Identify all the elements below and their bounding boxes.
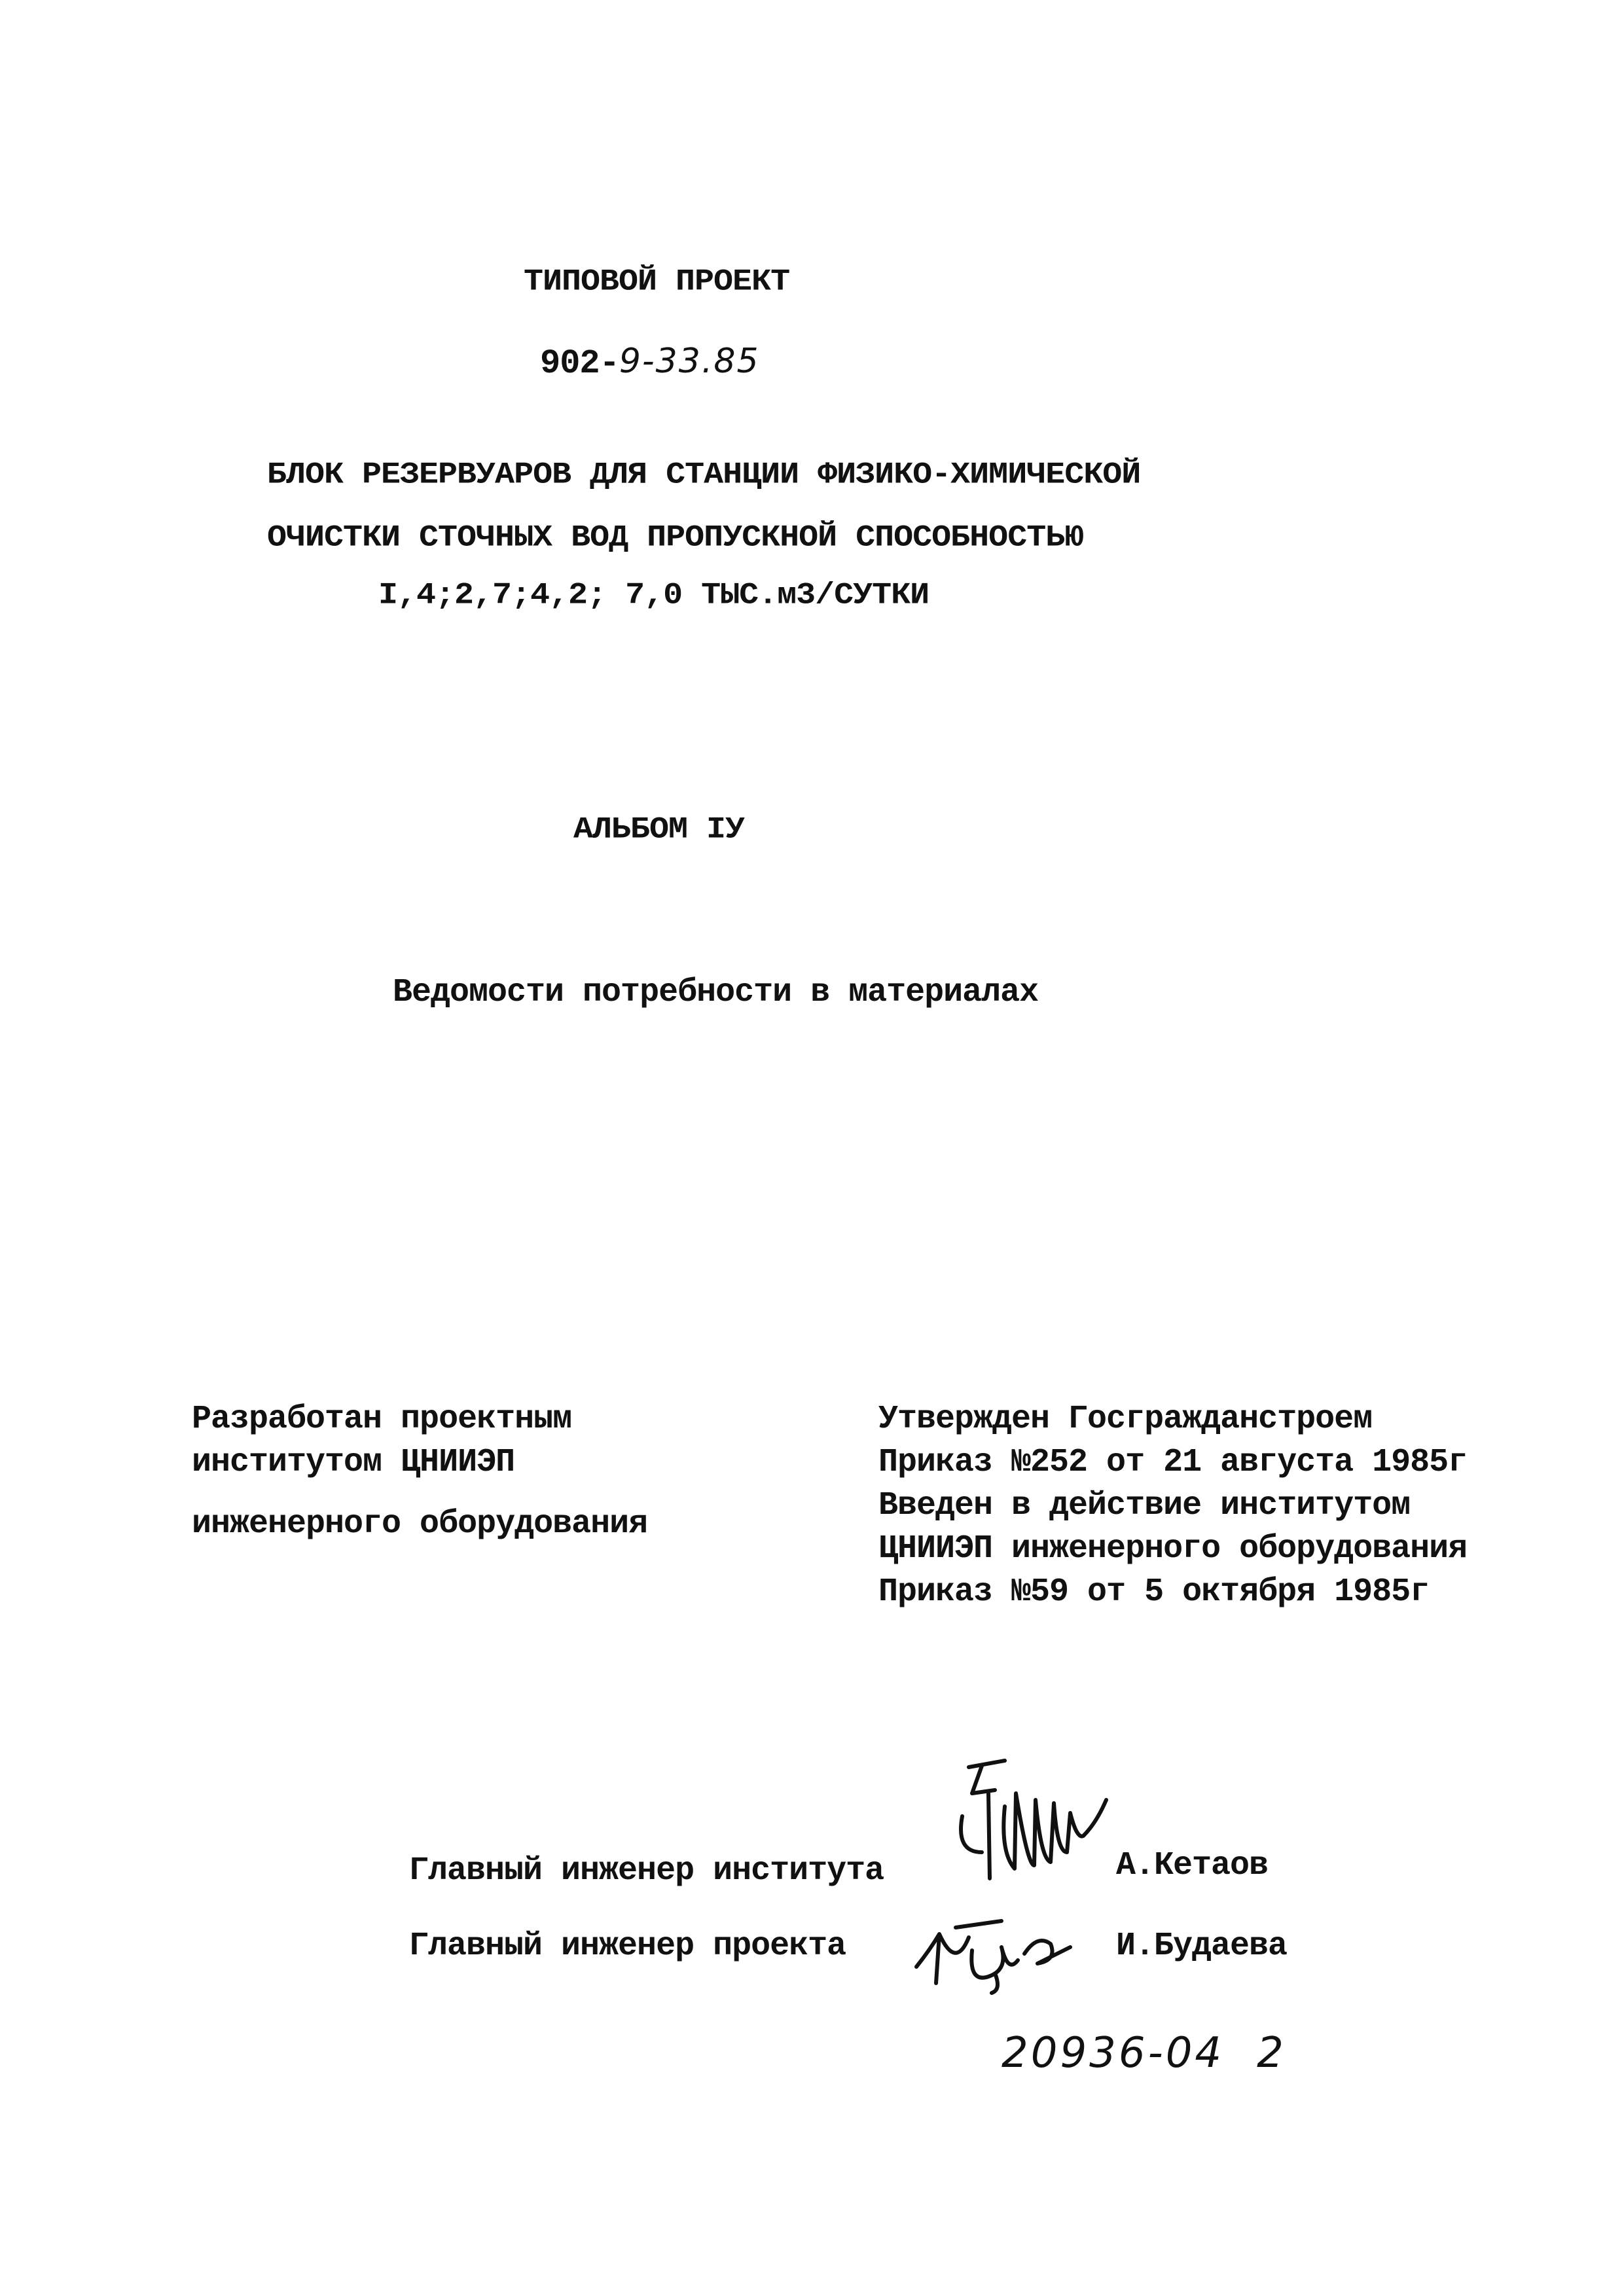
project-type: ТИПОВОЙ ПРОЕКТ bbox=[524, 265, 790, 300]
title-line-3: I,4;2,7;4,2; 7,0 ТЫС.м3/СУТКИ bbox=[378, 579, 929, 613]
project-number-prefix: 902- bbox=[540, 344, 619, 383]
developer-line-1: Разработан проектным bbox=[192, 1401, 572, 1438]
developer-line-3: инженерного оборудования bbox=[192, 1505, 648, 1543]
approval-line-3: Введен в действие институтом bbox=[878, 1487, 1411, 1524]
album-subtitle: Ведомости потребности в материалах bbox=[393, 974, 1039, 1011]
project-number bbox=[540, 342, 760, 383]
inventory-number bbox=[1001, 2029, 1286, 2077]
developer-line-2: институтом ЦНИИЭП bbox=[192, 1444, 515, 1481]
title-line-1: БЛОК РЕЗЕРВУАРОВ ДЛЯ СТАНЦИИ ФИЗИКО-ХИМИЧЕСКОЙ bbox=[267, 458, 1141, 493]
approval-line-2: Приказ №252 от 21 августа 1985г bbox=[878, 1444, 1468, 1481]
approval-line-5: Приказ №59 от 5 октября 1985г bbox=[878, 1573, 1430, 1611]
approval-line-4: ЦНИИЭП инженерного оборудования bbox=[878, 1530, 1468, 1568]
signature-role-1: Главный инженер института bbox=[409, 1852, 884, 1890]
signature-name-2: И.Будаева bbox=[1116, 1928, 1288, 1965]
inventory-number-value: 20936-04 bbox=[1001, 2029, 1225, 2077]
signature-scribble-1 bbox=[943, 1754, 1126, 1911]
signature-scribble-2 bbox=[910, 1911, 1080, 1996]
signature-role-2: Главный инженер проекта bbox=[409, 1928, 846, 1965]
title-line-2: ОЧИСТКИ СТОЧНЫХ ВОД ПРОПУСКНОЙ СПОСОБНОСТЬЮ bbox=[267, 521, 1084, 556]
project-number-handwritten: 9-33.85 bbox=[619, 342, 760, 381]
signature-name-1: А.Кетаов bbox=[1116, 1847, 1269, 1884]
approval-line-1: Утвержден Госгражданстроем bbox=[878, 1401, 1373, 1438]
sheet-number: 2 bbox=[1257, 2029, 1286, 2077]
album-label: АЛЬБОМ IУ bbox=[573, 813, 745, 848]
